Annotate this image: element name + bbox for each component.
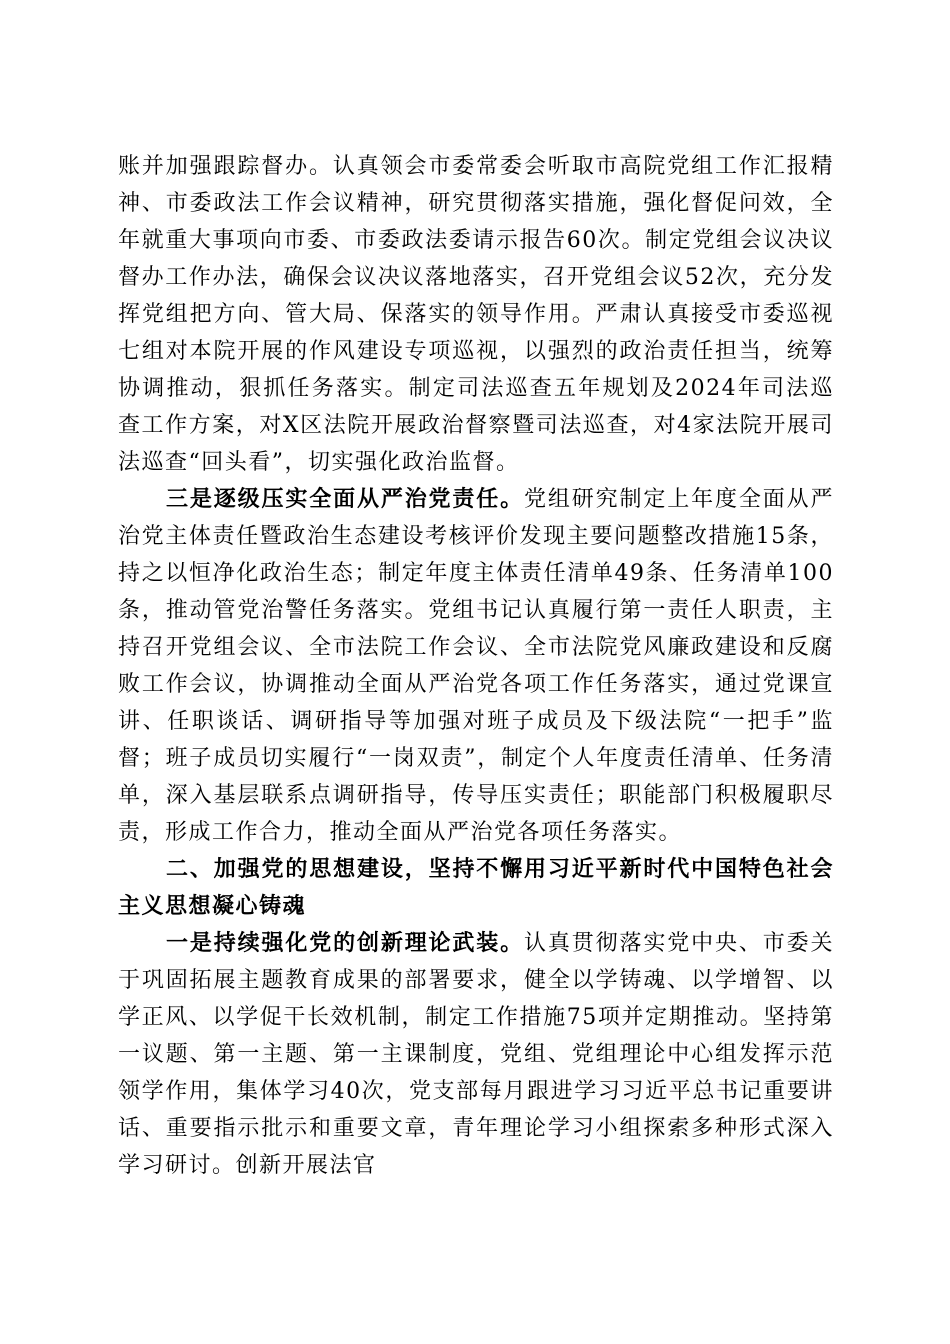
paragraph-text: 认真贯彻落实党中央、市委关于巩固拓展主题教育成果的部署要求，健全以学铸魂、以学增智、以学正风、以学促干长效机制，制定工作措施75项并定期推动。坚持第一议题、第一主题、第一主课制度，党组、党组理论中心组发挥示范领学作用，集体学习40次，党支部每月跟进学习习近平总书记重要讲话、重要指示批示和重要文章，青年理论学习小组探索多种形式深入学习研讨。创新开展法官 <box>118 931 834 1178</box>
paragraph-text: 账并加强跟踪督办。认真领会市委常委会听取市高院党组工作汇报精神、市委政法工作会议精神，研究贯彻落实措施，强化督促问效，全年就重大事项向市委、市委政法委请示报告60次。制定党组会议决议督办工作办法，确保会议决议落地落实，召开党组会议52次，充分发挥党组把方向、管大局、保落实的领导作用。严肃认真接受市委巡视七组对本院开展的作风建设专项巡视，以强烈的政治责任担当，统筹协调推动，狠抓任务落实。制定司法巡查五年规划及2024年司法巡查工作方案，对X区法院开展政治督察暨司法巡查，对4家法院开展司法巡查“回头看”，切实强化政治监督。 <box>118 154 834 475</box>
paragraph-lead: 三是逐级压实全面从严治党责任。 <box>166 486 525 512</box>
paragraph-theory <box>118 925 834 1184</box>
paragraph-text: 党组研究制定上年度全面从严治党主体责任暨政治生态建设考核评价发现主要问题整改措施15条，持之以恒净化政治生态；制定年度主体责任清单49条、任务清单100条，推动管党治警任务落实。党组书记认真履行第一责任人职责，主持召开党组会议、全市法院工作会议、全市法院党风廉政建设和反腐败工作会议，协调推动全面从严治党各项工作任务落实，通过党课宣讲、任职谈话、调研指导等加强对班子成员及下级法院“一把手”监督；班子成员切实履行“一岗双责”，制定个人年度责任清单、任务清单，深入基层联系点调研指导，传导压实责任；职能部门积极履职尽责，形成工作合力，推动全面从严治党各项任务落实。 <box>118 487 834 845</box>
paragraph-continuation <box>118 148 834 481</box>
paragraph-lead: 一是持续强化党的创新理论武装。 <box>166 930 525 956</box>
section-heading-text: 二、加强党的思想建设，坚持不懈用习近平新时代中国特色社会主义思想凝心铸魂 <box>118 856 834 919</box>
paragraph-responsibility <box>118 481 834 851</box>
section-heading <box>118 851 834 925</box>
document-page <box>118 148 834 1184</box>
